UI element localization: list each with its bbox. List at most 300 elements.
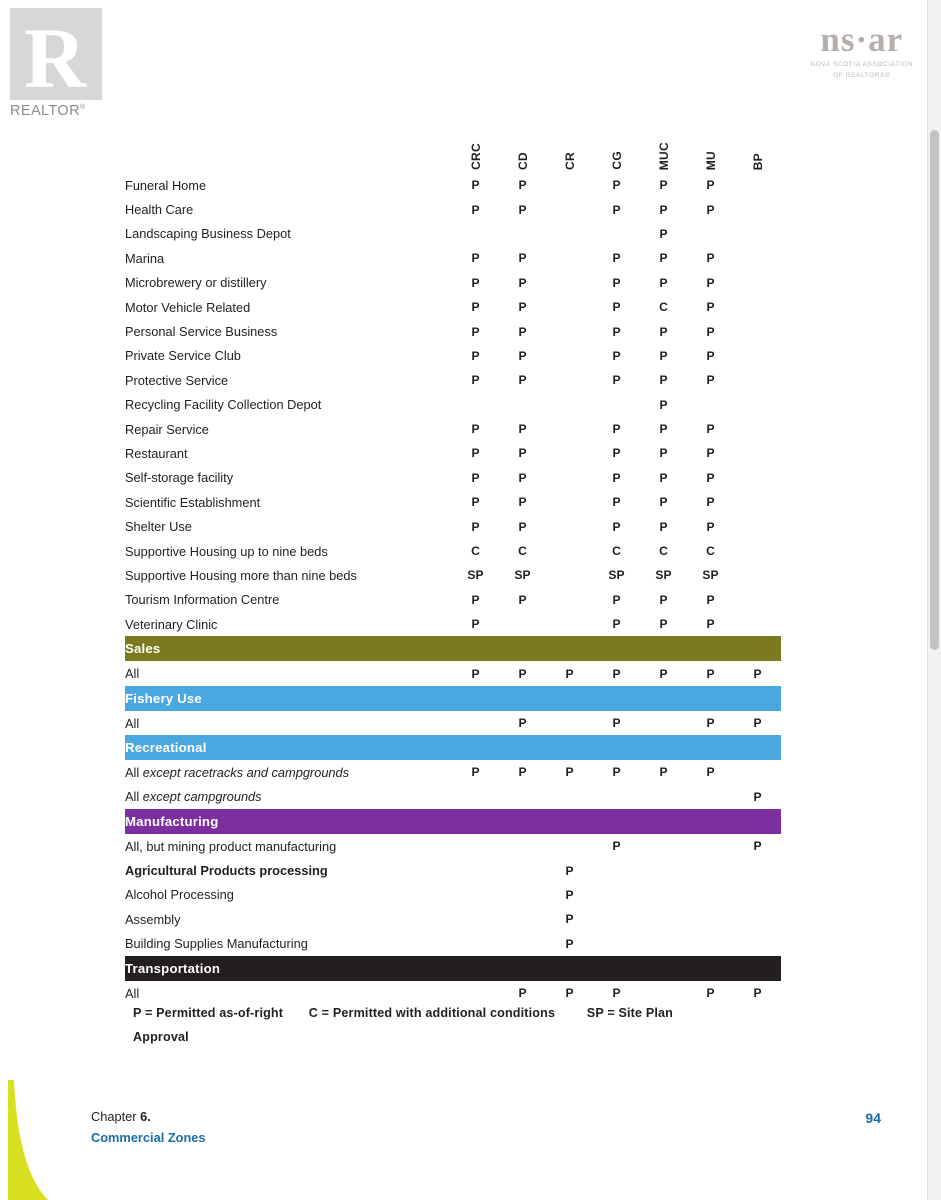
cell-crc: P xyxy=(471,495,480,510)
cell-cd: P xyxy=(518,470,527,485)
cell-mu: P xyxy=(706,592,715,607)
header-col-cg xyxy=(593,108,640,173)
cell-cg: P xyxy=(612,716,621,730)
cell-cr: P xyxy=(565,765,574,780)
table-row xyxy=(125,932,781,956)
cell-muc: P xyxy=(659,592,668,607)
cell-crc xyxy=(452,932,499,956)
cell-cg: P xyxy=(612,202,621,217)
cell-cd xyxy=(499,834,546,858)
cell-mu xyxy=(687,932,734,956)
cell-mu: P xyxy=(706,470,715,485)
cell-mu: P xyxy=(706,251,715,266)
cell-crc: P xyxy=(471,373,480,388)
cell-muc xyxy=(640,711,687,735)
table-row xyxy=(125,319,781,343)
cell-bp xyxy=(734,319,781,343)
header-col-label: CRC xyxy=(468,143,483,170)
cell-cr xyxy=(546,588,593,612)
cell-bp xyxy=(734,612,781,636)
cell-cd: C xyxy=(518,544,527,559)
cell-muc xyxy=(640,907,687,931)
realtor-letter: R xyxy=(24,10,87,106)
row-label: Assembly xyxy=(125,911,181,927)
header-col-cd xyxy=(499,108,546,173)
row-label: All xyxy=(125,715,140,731)
cell-muc: P xyxy=(659,397,668,412)
cell-cr: P xyxy=(565,666,574,681)
cell-bp xyxy=(734,271,781,295)
legend-site-plan: SP = Site Plan xyxy=(586,1006,674,1020)
cell-cr xyxy=(546,785,593,809)
row-label: Restaurant xyxy=(125,445,188,461)
cell-crc: SP xyxy=(467,568,484,583)
cell-mu: P xyxy=(706,373,715,388)
row-label: Funeral Home xyxy=(125,177,207,193)
header-use-column xyxy=(125,108,452,173)
cell-cr xyxy=(546,197,593,221)
cell-cd xyxy=(499,393,546,417)
table-row xyxy=(125,295,781,319)
header-col-label: BP xyxy=(750,152,765,170)
cell-cg: P xyxy=(612,300,621,315)
cell-cd: P xyxy=(518,446,527,461)
cell-cg: P xyxy=(612,470,621,485)
cell-mu: C xyxy=(706,544,715,559)
row-label: Repair Service xyxy=(125,421,209,437)
cell-crc: P xyxy=(471,251,480,266)
cell-bp: P xyxy=(753,716,762,730)
cell-crc xyxy=(452,883,499,907)
row-label: Building Supplies Manufacturing xyxy=(125,936,308,952)
cell-mu: P xyxy=(706,986,715,1001)
cell-mu: P xyxy=(706,178,715,193)
table-row xyxy=(125,907,781,931)
row-label: Shelter Use xyxy=(125,519,192,535)
cell-cd xyxy=(499,907,546,931)
cell-bp xyxy=(734,760,781,784)
section-label: Manufacturing xyxy=(125,809,781,834)
cell-cg: SP xyxy=(608,568,625,583)
cell-cr xyxy=(546,368,593,392)
realtor-registered-mark: ® xyxy=(79,104,86,112)
cell-muc: P xyxy=(659,446,668,461)
row-label: All except racetracks and campgrounds xyxy=(125,764,350,780)
cell-muc: P xyxy=(659,519,668,534)
cell-cd: P xyxy=(518,592,527,607)
table-row xyxy=(125,588,781,612)
footer-chapter-title: Commercial Zones xyxy=(91,1130,206,1145)
cell-cd: P xyxy=(518,422,527,437)
cell-muc: P xyxy=(659,617,668,632)
cell-bp xyxy=(734,932,781,956)
cell-cg: P xyxy=(612,178,621,193)
table-row xyxy=(125,785,781,809)
row-label: Veterinary Clinic xyxy=(125,616,218,632)
cell-crc: C xyxy=(471,544,480,559)
cell-muc xyxy=(640,883,687,907)
cell-cg: P xyxy=(612,839,621,854)
cell-crc: P xyxy=(471,519,480,534)
cell-cr xyxy=(546,490,593,514)
table-section-header xyxy=(125,956,781,981)
cell-bp xyxy=(734,883,781,907)
table-row xyxy=(125,858,781,882)
cell-cg: P xyxy=(612,765,621,780)
section-label: Fishery Use xyxy=(125,686,781,711)
table-row xyxy=(125,393,781,417)
cell-muc: C xyxy=(659,300,668,315)
cell-cd: P xyxy=(518,666,527,681)
cell-mu xyxy=(687,785,734,809)
table-row xyxy=(125,173,781,197)
cell-cg xyxy=(593,907,640,931)
realtor-r-mark xyxy=(10,8,102,106)
cell-crc: P xyxy=(471,617,480,632)
row-label: Supportive Housing up to nine beds xyxy=(125,543,328,559)
cell-crc: P xyxy=(471,422,480,437)
cell-muc: P xyxy=(659,251,668,266)
cell-crc xyxy=(452,393,499,417)
table-row xyxy=(125,514,781,538)
nsar-subtitle-line1: NOVA SCOTIA ASSOCIATION xyxy=(810,61,913,68)
cell-crc: P xyxy=(471,324,480,339)
cell-cd: P xyxy=(518,275,527,290)
cell-cg: P xyxy=(612,348,621,363)
table-row xyxy=(125,197,781,221)
cell-cd: P xyxy=(518,765,527,780)
cell-cg: P xyxy=(612,446,621,461)
cell-mu xyxy=(687,883,734,907)
cell-cd xyxy=(499,222,546,246)
cell-mu: P xyxy=(706,495,715,510)
cell-cg: P xyxy=(612,495,621,510)
table-section-header xyxy=(125,809,781,834)
header-col-label: MUC xyxy=(656,141,671,170)
cell-cg xyxy=(593,932,640,956)
cell-crc: P xyxy=(471,202,480,217)
cell-crc: P xyxy=(471,178,480,193)
cell-bp xyxy=(734,417,781,441)
cell-bp xyxy=(734,563,781,587)
cell-muc xyxy=(640,858,687,882)
row-label: Agricultural Products processing xyxy=(125,863,328,879)
cell-cr xyxy=(546,563,593,587)
footer-chapter-prefix: Chapter xyxy=(91,1109,141,1124)
row-label: Alcohol Processing xyxy=(125,887,234,903)
cell-cg: P xyxy=(612,617,621,632)
cell-cr: P xyxy=(565,863,574,878)
row-label: All, but mining product manufacturing xyxy=(125,838,337,854)
header-col-label: CG xyxy=(609,151,624,170)
cell-cr xyxy=(546,173,593,197)
cell-mu xyxy=(687,222,734,246)
legend-site-plan-cont: Approval xyxy=(133,1030,189,1044)
cell-muc: P xyxy=(659,324,668,339)
zoning-use-table xyxy=(125,108,781,1005)
legend-permitted: P = Permitted as-of-right xyxy=(133,1006,284,1020)
table-row xyxy=(125,417,781,441)
cell-cr xyxy=(546,417,593,441)
cell-mu: P xyxy=(706,324,715,339)
cell-mu xyxy=(687,393,734,417)
table-row xyxy=(125,344,781,368)
cell-cg: P xyxy=(612,592,621,607)
cell-cr xyxy=(546,344,593,368)
cell-cr xyxy=(546,295,593,319)
cell-bp xyxy=(734,368,781,392)
cell-cd xyxy=(499,883,546,907)
cell-bp xyxy=(734,466,781,490)
table-row xyxy=(125,246,781,270)
cell-crc: P xyxy=(471,300,480,315)
cell-crc: P xyxy=(471,765,480,780)
row-label: Health Care xyxy=(125,202,194,218)
header-col-mu xyxy=(687,108,734,173)
cell-bp: P xyxy=(753,789,762,804)
cell-cr xyxy=(546,271,593,295)
row-label: All except campgrounds xyxy=(125,789,262,805)
decorative-corner-leaf xyxy=(8,1080,50,1200)
cell-mu: P xyxy=(706,202,715,217)
scrollbar-track[interactable] xyxy=(927,0,941,1200)
cell-cd xyxy=(499,785,546,809)
table-row xyxy=(125,711,781,735)
cell-cg: P xyxy=(612,666,621,681)
cell-muc: P xyxy=(659,666,668,681)
table-row xyxy=(125,368,781,392)
cell-crc xyxy=(452,907,499,931)
row-label: Motor Vehicle Related xyxy=(125,299,251,315)
cell-bp: P xyxy=(753,839,762,854)
cell-cr xyxy=(546,246,593,270)
cell-cr xyxy=(546,393,593,417)
cell-cd xyxy=(499,612,546,636)
cell-cr xyxy=(546,539,593,563)
cell-muc: P xyxy=(659,275,668,290)
cell-crc xyxy=(452,785,499,809)
table-row xyxy=(125,271,781,295)
table-row xyxy=(125,539,781,563)
cell-mu xyxy=(687,834,734,858)
table-section-header xyxy=(125,735,781,760)
cell-muc: P xyxy=(659,226,668,241)
cell-cr xyxy=(546,222,593,246)
row-label: Microbrewery or distillery xyxy=(125,275,267,291)
cell-cg xyxy=(593,393,640,417)
corner-leaf-shape xyxy=(8,1080,50,1200)
table-row xyxy=(125,490,781,514)
section-label: Recreational xyxy=(125,735,781,760)
cell-cg: P xyxy=(612,519,621,534)
cell-mu: SP xyxy=(702,568,719,583)
cell-bp xyxy=(734,441,781,465)
cell-bp xyxy=(734,197,781,221)
cell-mu: P xyxy=(706,716,715,730)
cell-cd xyxy=(499,858,546,882)
cell-cr xyxy=(546,711,593,735)
cell-bp xyxy=(734,173,781,197)
cell-cr: P xyxy=(565,887,574,902)
cell-crc: P xyxy=(471,470,480,485)
table-row xyxy=(125,883,781,907)
cell-cg xyxy=(593,785,640,809)
cell-bp xyxy=(734,222,781,246)
cell-bp xyxy=(734,907,781,931)
cell-cr: P xyxy=(565,912,574,927)
scrollbar-thumb[interactable] xyxy=(930,130,939,650)
cell-cr: P xyxy=(565,986,574,1001)
cell-cr xyxy=(546,514,593,538)
cell-cr xyxy=(546,466,593,490)
row-label: Recycling Facility Collection Depot xyxy=(125,397,322,413)
row-label: All xyxy=(125,985,140,1001)
cell-cd: P xyxy=(518,300,527,315)
cell-mu xyxy=(687,858,734,882)
cell-crc xyxy=(452,711,499,735)
cell-crc: P xyxy=(471,666,480,681)
table-body xyxy=(125,173,781,1005)
cell-cd: P xyxy=(518,178,527,193)
cell-muc: C xyxy=(659,544,668,559)
cell-mu: P xyxy=(706,446,715,461)
table-row xyxy=(125,661,781,685)
cell-muc: P xyxy=(659,765,668,780)
row-label: Supportive Housing more than nine beds xyxy=(125,567,357,583)
cell-mu: P xyxy=(706,617,715,632)
realtor-wordmark-text: REALTOR xyxy=(10,103,80,119)
cell-cd: P xyxy=(518,373,527,388)
table-row xyxy=(125,760,781,784)
cell-bp: P xyxy=(753,986,762,1001)
cell-mu: P xyxy=(706,275,715,290)
section-label: Sales xyxy=(125,636,781,661)
table-legend xyxy=(133,1001,783,1049)
cell-muc: P xyxy=(659,422,668,437)
footer-chapter xyxy=(91,1106,206,1148)
row-label: Tourism Information Centre xyxy=(125,592,280,608)
cell-cd: P xyxy=(518,324,527,339)
footer-chapter-number: 6. xyxy=(140,1109,151,1124)
row-label: Private Service Club xyxy=(125,348,241,364)
nsar-wordmark: ns·ar xyxy=(820,20,904,59)
page-number: 94 xyxy=(865,1110,881,1126)
cell-crc: P xyxy=(471,592,480,607)
cell-cg: P xyxy=(612,275,621,290)
cell-bp xyxy=(734,246,781,270)
cell-mu: P xyxy=(706,348,715,363)
header-col-label: CR xyxy=(562,152,577,170)
cell-bp xyxy=(734,393,781,417)
realtor-logo xyxy=(10,8,106,119)
row-label: Marina xyxy=(125,250,165,266)
header-col-label: CD xyxy=(515,152,530,170)
cell-cr xyxy=(546,834,593,858)
cell-cg: P xyxy=(612,986,621,1001)
cell-cg: P xyxy=(612,324,621,339)
cell-cr xyxy=(546,612,593,636)
cell-muc: P xyxy=(659,495,668,510)
cell-crc: P xyxy=(471,446,480,461)
cell-mu: P xyxy=(706,666,715,681)
row-label: Landscaping Business Depot xyxy=(125,226,291,242)
row-label: All xyxy=(125,666,140,682)
cell-cd: P xyxy=(518,348,527,363)
cell-cd: P xyxy=(518,251,527,266)
cell-cr xyxy=(546,441,593,465)
header-col-cr xyxy=(546,108,593,173)
cell-crc: P xyxy=(471,275,480,290)
cell-cr: P xyxy=(565,936,574,951)
table-header-row xyxy=(125,108,781,173)
cell-muc: P xyxy=(659,470,668,485)
cell-cg xyxy=(593,858,640,882)
cell-muc: SP xyxy=(655,568,672,583)
cell-cg: P xyxy=(612,422,621,437)
cell-cd: P xyxy=(518,716,527,730)
row-label: Self-storage facility xyxy=(125,470,234,486)
cell-mu: P xyxy=(706,300,715,315)
cell-crc xyxy=(452,222,499,246)
nsar-subtitle-line2: OF REALTORS® xyxy=(833,72,891,79)
header-col-label: MU xyxy=(703,150,718,170)
cell-muc: P xyxy=(659,178,668,193)
cell-bp xyxy=(734,490,781,514)
row-label: Scientific Establishment xyxy=(125,494,261,510)
cell-cd: P xyxy=(518,495,527,510)
table-row xyxy=(125,466,781,490)
cell-cr xyxy=(546,319,593,343)
cell-bp: P xyxy=(753,666,762,681)
cell-muc: P xyxy=(659,373,668,388)
header-col-crc xyxy=(452,108,499,173)
cell-mu: P xyxy=(706,519,715,534)
cell-mu: P xyxy=(706,422,715,437)
table-section-header xyxy=(125,686,781,711)
cell-bp xyxy=(734,858,781,882)
cell-cd: P xyxy=(518,986,527,1001)
cell-mu: P xyxy=(706,765,715,780)
cell-cg: P xyxy=(612,373,621,388)
section-label: Transportation xyxy=(125,956,781,981)
table-row xyxy=(125,834,781,858)
cell-cg: P xyxy=(612,251,621,266)
cell-muc xyxy=(640,785,687,809)
nsar-logo xyxy=(811,22,913,80)
header-col-bp xyxy=(734,108,781,173)
cell-bp xyxy=(734,295,781,319)
cell-muc xyxy=(640,834,687,858)
cell-mu xyxy=(687,907,734,931)
cell-cg xyxy=(593,883,640,907)
cell-cd: P xyxy=(518,519,527,534)
legend-conditions: C = Permitted with additional conditions xyxy=(308,1006,556,1020)
cell-cd: SP xyxy=(514,568,531,583)
cell-crc xyxy=(452,834,499,858)
header-col-muc xyxy=(640,108,687,173)
table-section-header xyxy=(125,636,781,661)
cell-cd xyxy=(499,932,546,956)
cell-cd: P xyxy=(518,202,527,217)
table-row xyxy=(125,222,781,246)
row-label: Protective Service xyxy=(125,372,229,388)
cell-muc: P xyxy=(659,202,668,217)
table-row xyxy=(125,612,781,636)
cell-crc xyxy=(452,858,499,882)
table-row xyxy=(125,441,781,465)
cell-crc: P xyxy=(471,348,480,363)
cell-cg: C xyxy=(612,544,621,559)
